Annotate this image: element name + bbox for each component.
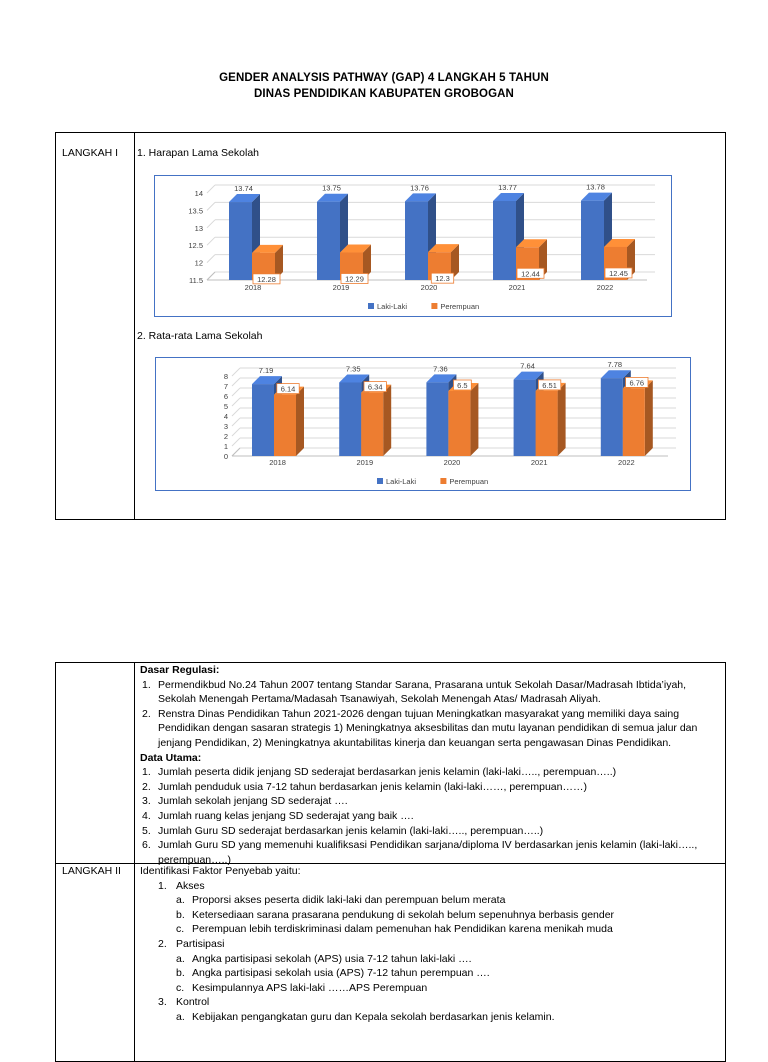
gridline-diag (207, 202, 215, 210)
faktor-group-number: 1. (158, 879, 167, 892)
data-utama-number: 4. (142, 809, 151, 822)
bar-perempuan (536, 391, 558, 456)
bar-perempuan (448, 391, 470, 456)
bar-laki-laki (514, 380, 536, 456)
faktor-item-letter: a. (176, 1010, 185, 1023)
chart1-frame (154, 175, 672, 317)
x-tick-label: 2022 (596, 283, 614, 292)
bar-side (645, 380, 653, 456)
dasar-regulasi-item (140, 678, 720, 707)
faktor-item-text: Angka partisipasi sekolah (APS) usia 7-12 tahun laki-laki …. (192, 952, 472, 965)
legend-swatch (368, 303, 374, 309)
faktor-item-inner (176, 1010, 720, 1025)
y-tick-label: 1 (223, 442, 228, 451)
data-label: 7.64 (520, 361, 535, 371)
bar-laki-laki (581, 201, 604, 280)
faktor-item (140, 966, 720, 981)
dasar-regulasi-block (140, 663, 720, 867)
faktor-item-text: Kesimpulannya APS laki-laki ……APS Perempuan (192, 981, 428, 994)
langkah1-column-divider (134, 132, 135, 520)
data-utama-item (140, 824, 720, 839)
gridline-diag (207, 185, 215, 193)
faktor-item-letter: a. (176, 952, 185, 965)
langkah2-column-divider (134, 662, 135, 1062)
gridline-diag (207, 237, 215, 245)
data-label: 13.78 (586, 182, 605, 192)
faktor-item-letter: a. (176, 894, 185, 907)
faktor-item-inner (176, 893, 720, 908)
y-tick-label: 12.5 (188, 241, 203, 251)
faktor-group-name: Akses (176, 879, 205, 892)
faktor-item-inner (176, 922, 720, 937)
legend-swatch (377, 478, 383, 484)
y-tick-label: 13.5 (188, 206, 203, 216)
faktor-group-number: 3. (158, 996, 167, 1009)
data-utama-number: 1. (142, 766, 151, 779)
data-utama-number: 5. (142, 824, 151, 837)
faktor-item-text: Angka partisipasi sekolah usia (APS) 7-12 tahun perempuan …. (192, 967, 490, 980)
langkah2-label: LANGKAH II (62, 865, 121, 877)
faktor-item-letter: c. (176, 923, 185, 936)
faktor-group-name: Kontrol (176, 996, 210, 1009)
data-label: 6.34 (367, 382, 383, 392)
x-tick-label: 2022 (618, 458, 635, 467)
data-label: 6.51 (542, 380, 557, 390)
bar-laki-laki (252, 384, 274, 456)
document-title-line1: GENDER ANALYSIS PATHWAY (GAP) 4 LANGKAH 5 TAHUN (219, 72, 549, 84)
y-tick-label: 5 (223, 402, 228, 411)
x-tick-label: 2018 (244, 283, 262, 292)
y-tick-label: 8 (223, 372, 228, 381)
faktor-item (140, 893, 720, 908)
data-utama-number: 3. (142, 795, 151, 808)
y-tick-label: 13 (194, 223, 203, 233)
y-tick-label: 12 (194, 258, 203, 268)
data-utama-title: Data Utama: (140, 751, 202, 764)
faktor-item-inner (176, 966, 720, 981)
x-tick-label: 2019 (332, 283, 350, 292)
faktor-group-heading (140, 879, 720, 894)
data-utama-number: 6. (142, 839, 151, 852)
faktor-item-letter: c. (176, 981, 185, 994)
document-title-line2: DINAS PENDIDIKAN KABUPATEN GROBOGAN (254, 88, 514, 100)
faktor-group-number: 2. (158, 937, 167, 950)
x-tick-label: 2021 (530, 458, 548, 467)
faktor-item (140, 922, 720, 937)
dasar-regulasi-title: Dasar Regulasi: (140, 664, 220, 676)
data-utama-item (140, 809, 720, 824)
faktor-item (140, 952, 720, 967)
data-utama-line: Jumlah sekolah jenjang SD sederajat …. (158, 795, 348, 808)
bar-laki-laki (317, 202, 340, 280)
faktor-group-heading (140, 937, 720, 952)
faktor-penyebab-block (140, 864, 720, 1025)
chart2-heading: 2. Rata-rata Lama Sekolah (137, 330, 263, 342)
floor-edge (207, 272, 215, 280)
dasar-regulasi-line: Pendidikan dengan sasaran strategis 1) Meningkatnya aksesbilitas dan mutu layanan pendidikan di semua jalur dan (158, 722, 698, 735)
x-tick-label: 2019 (356, 458, 374, 467)
data-label: 12.29 (345, 274, 364, 284)
dasar-regulasi-item (140, 707, 720, 751)
bar-laki-laki (339, 383, 361, 457)
data-label: 13.77 (498, 183, 517, 193)
faktor-group-heading (140, 995, 720, 1010)
data-utama-list (140, 765, 720, 867)
bar-laki-laki (229, 202, 252, 280)
data-label: 12.3 (435, 274, 450, 284)
gridline-diag (232, 388, 240, 396)
data-label: 7.36 (433, 364, 448, 374)
gridline-diag (232, 418, 240, 426)
bar-perempuan (274, 395, 296, 456)
data-utama-line: Jumlah Guru SD yang memenuhi kualifiksasi Pendidikan sarjana/diploma IV berdasarkan jenis kelamin (laki-laki….., (158, 839, 698, 852)
gridline-diag (232, 438, 240, 446)
y-tick-label: 7 (223, 382, 228, 391)
bar-perempuan (361, 393, 383, 456)
faktor-group-name: Partisipasi (176, 937, 225, 950)
x-tick-label: 2020 (420, 283, 438, 292)
dasar-regulasi-line: Sekolah Menengah Pertama/Madasah Tsanawiyah, Sekolah Menengah Atas/ Madrasah Aliyah. (158, 693, 601, 706)
data-utama-item (140, 780, 720, 795)
bar-side (558, 383, 566, 456)
bar-side (470, 383, 478, 456)
faktor-item-text: Ketersediaan sarana prasarana pendukung di sekolah belum sepenuhnya berbasis gender (192, 908, 615, 921)
data-label: 7.78 (607, 360, 623, 370)
dasar-regulasi-number: 1. (142, 678, 151, 691)
dasar-regulasi-line: Renstra Dinas Pendidikan Tahun 2021-2026 dengan tujuan Meningkatkan masyarakat yang memiliki daya saing (158, 707, 680, 720)
data-utama-line: Jumlah penduduk usia 7-12 tahun berdasarkan jenis kelamin (laki-laki……, perempuan……) (158, 780, 587, 793)
chart1-heading: 1. Harapan Lama Sekolah (137, 147, 259, 159)
data-label: 6.5 (457, 381, 468, 390)
gridline-diag (232, 428, 240, 436)
data-utama-item (140, 765, 720, 780)
gridline-diag (207, 255, 215, 263)
faktor-item-letter: b. (176, 967, 185, 980)
data-label: 12.45 (609, 268, 628, 278)
legend-label: Laki-Laki (377, 302, 408, 311)
dasar-regulasi-list (140, 678, 720, 751)
data-label: 13.76 (410, 183, 429, 193)
legend-swatch (440, 478, 446, 484)
bar-side (383, 385, 391, 456)
faktor-item-text: Perempuan lebih terdiskriminasi dalam pemenuhan hak Pendidikan karena menikah muda (192, 923, 613, 936)
dasar-regulasi-number: 2. (142, 707, 151, 720)
faktor-item-text: Proporsi akses peserta didik laki-laki dan perempuan belum merata (192, 894, 506, 907)
bar-laki-laki (405, 201, 428, 280)
y-tick-label: 3 (223, 422, 228, 431)
data-utama-line: Jumlah ruang kelas jenjang SD sederajat yang baik …. (158, 809, 414, 822)
legend-swatch (431, 303, 437, 309)
bar-laki-laki (493, 201, 516, 280)
faktor-item-inner (176, 952, 720, 967)
faktor-groups (140, 879, 720, 1025)
faktor-item-inner (176, 981, 720, 996)
y-tick-label: 6 (223, 392, 228, 401)
data-utama-line: Jumlah peserta didik jenjang SD sederajat berdasarkan jenis kelamin (laki-laki….., perempuan…..) (158, 766, 617, 779)
data-label: 13.75 (322, 183, 341, 193)
bar-side (296, 387, 304, 456)
data-label: 7.35 (345, 364, 361, 374)
legend-label: Laki-Laki (386, 477, 417, 486)
faktor-penyebab-title: Identifikasi Faktor Penyebab yaitu: (140, 865, 301, 877)
legend-label: Perempuan (449, 477, 489, 486)
y-tick-label: 4 (223, 412, 228, 421)
langkah1-label: LANGKAH I (62, 147, 119, 159)
gridline-diag (232, 398, 240, 406)
bar-laki-laki (426, 382, 448, 456)
harapan-lama-sekolah-chart (155, 176, 671, 316)
floor-edge (232, 448, 240, 456)
data-label: 6.14 (280, 384, 296, 394)
dasar-regulasi-line: Permendikbud No.24 Tahun 2007 tentang Standar Sarana, Prasarana untuk Sekolah Dasar/Madrasah Ibtida’iyah, (158, 678, 687, 691)
gridline-diag (232, 408, 240, 416)
data-label: 12.28 (257, 274, 276, 284)
x-tick-label: 2018 (269, 458, 286, 467)
y-tick-label: 0 (223, 452, 228, 461)
faktor-item-inner (176, 908, 720, 923)
faktor-item (140, 908, 720, 923)
y-tick-label: 2 (223, 432, 228, 441)
data-utama-item (140, 794, 720, 809)
chart2-frame (155, 357, 691, 491)
y-tick-label: 14 (194, 189, 203, 198)
data-utama-line: Jumlah Guru SD sederajat berdasarkan jenis kelamin (laki-laki….., perempuan…..) (158, 824, 544, 837)
faktor-item (140, 981, 720, 996)
faktor-item-text: Kebijakan pengangkatan guru dan Kepala sekolah berdasarkan jenis kelamin. (192, 1010, 555, 1023)
legend-label: Perempuan (440, 302, 480, 311)
dasar-regulasi-line: jenjang Pendidikan, 2) Meningkatnya akuntabilitas kinerja dan keuangan serta pengawasan Dinas Pendidikan. (158, 736, 672, 749)
bar-perempuan (623, 388, 645, 456)
gridline-diag (232, 368, 240, 376)
faktor-item-letter: b. (176, 908, 185, 921)
faktor-item (140, 1010, 720, 1025)
gridline-diag (207, 220, 215, 228)
data-utama-number: 2. (142, 780, 151, 793)
x-tick-label: 2021 (508, 283, 526, 292)
data-label: 6.76 (629, 378, 645, 388)
y-tick-label: 11.5 (188, 276, 203, 285)
data-label: 12.44 (521, 269, 540, 279)
bar-laki-laki (601, 378, 623, 456)
x-tick-label: 2020 (443, 458, 461, 467)
rata-rata-lama-sekolah-chart (156, 358, 690, 490)
data-utama-item (140, 838, 720, 867)
data-utama-line: perempuan…..) (158, 853, 231, 866)
gridline-diag (232, 378, 240, 386)
data-label: 7.19 (258, 366, 274, 376)
data-label: 13.74 (234, 184, 253, 194)
